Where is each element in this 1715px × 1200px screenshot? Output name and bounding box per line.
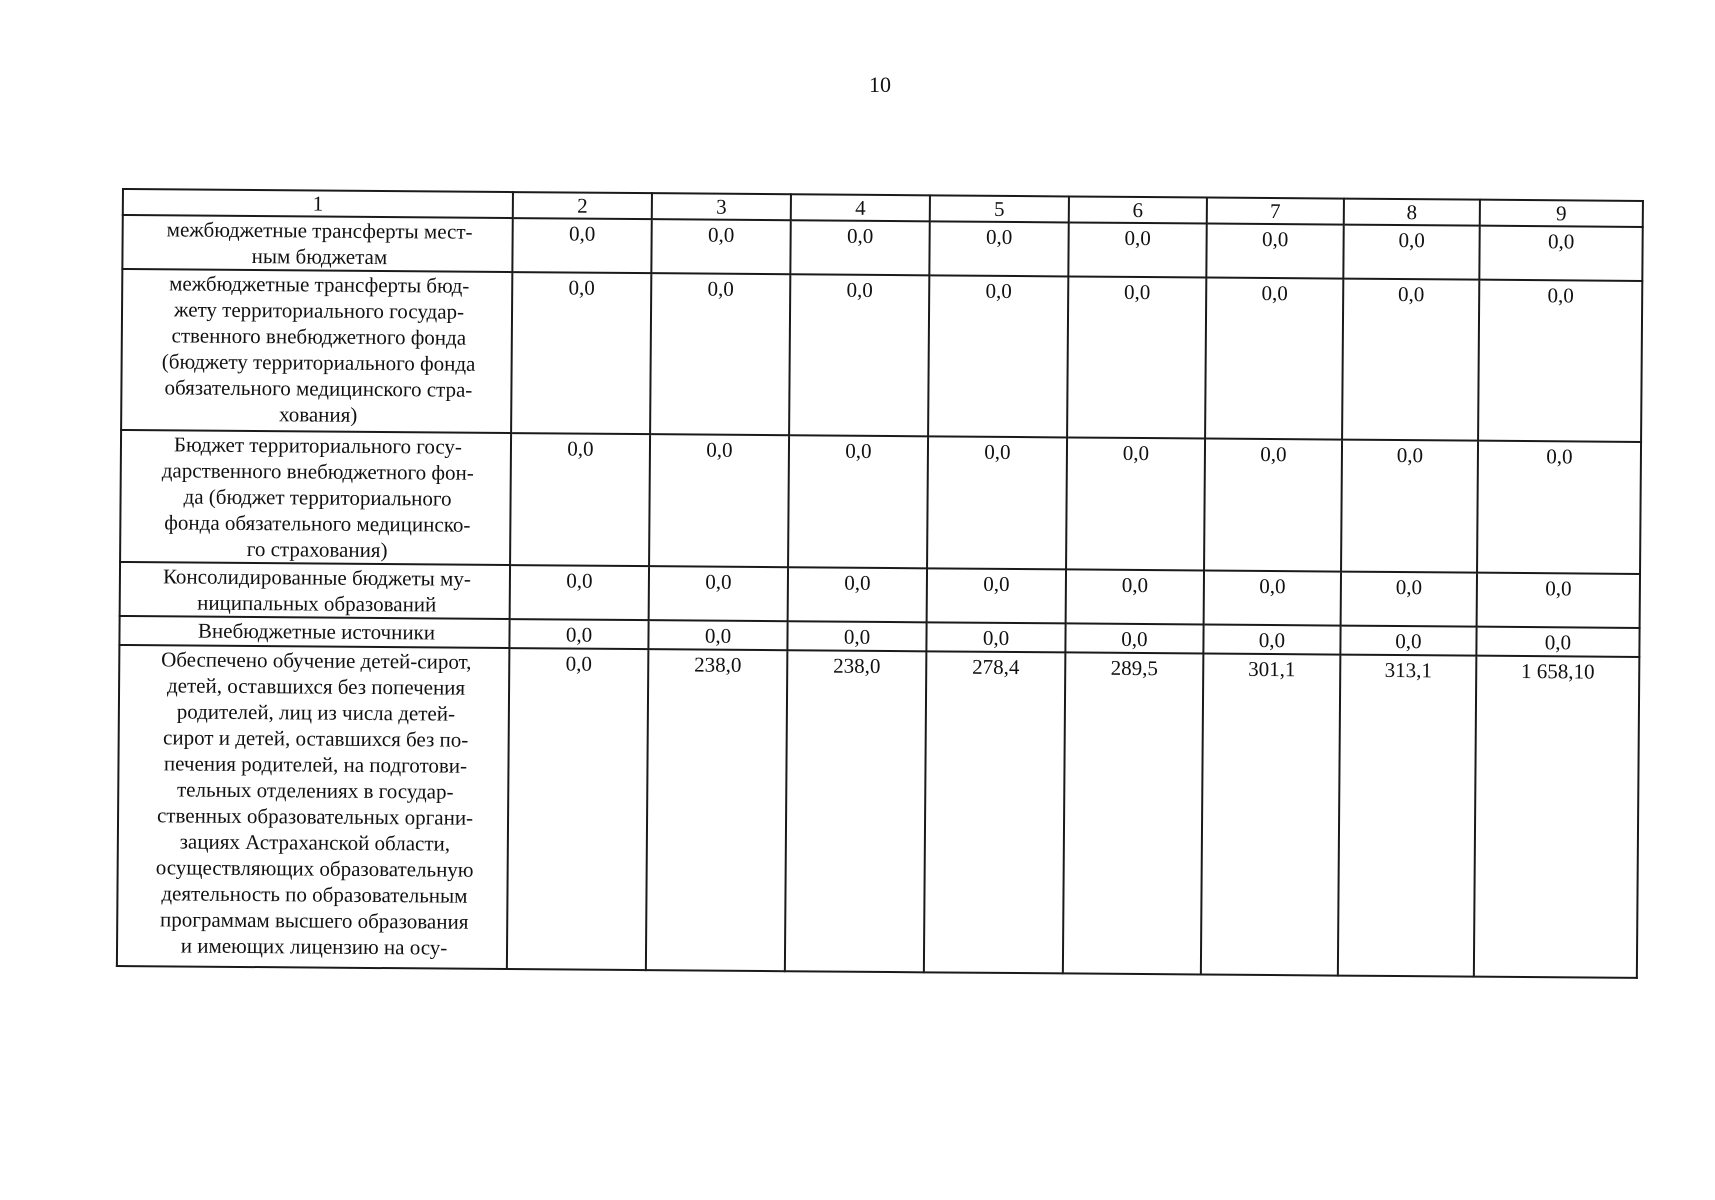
row-label: Внебюджетные источники [119,616,509,648]
value-cell: 0,0 [926,622,1065,652]
value-cell: 278,4 [924,651,1066,973]
column-number: 6 [1069,196,1207,223]
value-cell: 313,1 [1338,655,1477,977]
value-cell: 0,0 [510,433,650,566]
column-number: 8 [1344,199,1480,226]
value-cell: 0,0 [1340,626,1476,656]
value-cell: 0,0 [650,273,790,435]
value-cell: 0,0 [1206,224,1343,279]
value-cell: 301,1 [1201,654,1341,976]
value-cell: 0,0 [507,648,649,970]
value-cell: 0,0 [789,274,929,436]
value-cell: 0,0 [787,621,926,651]
value-cell: 0,0 [1479,226,1642,281]
value-cell: 0,0 [1476,627,1639,657]
value-cell: 0,0 [929,221,1068,276]
value-cell: 0,0 [648,620,787,650]
budget-table [116,188,1644,979]
row-label: межбюджетные трансферты мест- ным бюджетам [122,215,512,272]
column-number: 4 [791,194,930,221]
value-cell: 0,0 [1068,222,1206,277]
table-row [120,430,1641,574]
column-number: 5 [930,195,1069,222]
value-cell: 0,0 [649,566,788,621]
value-cell: 0,0 [1065,623,1203,653]
value-cell: 0,0 [1066,569,1204,624]
value-cell: 0,0 [1343,225,1479,280]
value-cell: 0,0 [649,434,789,567]
value-cell: 0,0 [927,568,1066,623]
value-cell: 238,0 [785,650,927,972]
column-number: 7 [1207,198,1344,225]
budget-table-sheet [116,188,1642,979]
value-cell: 0,0 [790,220,929,275]
column-number: 9 [1480,200,1643,227]
table-row [117,645,1639,978]
value-cell: 0,0 [1477,573,1640,628]
value-cell: 0,0 [510,565,649,620]
column-number: 3 [652,193,791,220]
row-label: Обеспечено обучение детей-сирот, детей, оставшихся без попечения родителей, лиц из числа детей- сирот и детей, оставшихся без по- печения родителей, на подготови- тельных отделениях в государ- ственных образовательных органи- зациях Астраханской области, осуществляющих образовательную деятельность по образовательным программам высшего образования и имеющих лицензию на осу- [117,645,510,969]
row-label: межбюджетные трансферты бюд- жету территориального государ- ственного внебюджетного фонда (бюджету территориального фонда обязательного медицинского стра- хования) [121,269,512,433]
value-cell: 1 658,10 [1474,656,1640,978]
column-number: 2 [513,192,652,219]
page-number: 10 [869,72,891,97]
value-cell: 0,0 [1342,279,1479,441]
row-label: Бюджет территориального госу- дарственного внебюджетного фон- да (бюджет территориального фонда обязательного медицинско- го страхования) [120,430,511,565]
value-cell: 0,0 [927,436,1067,569]
value-cell: 289,5 [1063,652,1204,974]
value-cell: 0,0 [1205,278,1343,440]
value-cell: 0,0 [1066,437,1205,570]
value-cell: 0,0 [1477,441,1641,574]
value-cell: 0,0 [1204,439,1342,572]
value-cell: 0,0 [1478,280,1642,442]
row-label: Консолидированные бюджеты му- ниципальных образований [120,562,510,619]
value-cell: 0,0 [1203,625,1340,655]
table-row [121,269,1642,442]
value-cell: 0,0 [511,272,651,434]
value-cell: 0,0 [788,567,927,622]
value-cell: 0,0 [509,619,648,649]
value-cell: 0,0 [1341,572,1477,627]
value-cell: 238,0 [646,649,788,971]
column-number: 1 [123,189,513,218]
value-cell: 0,0 [512,218,651,273]
value-cell: 0,0 [788,435,928,568]
value-cell: 0,0 [928,275,1068,437]
value-cell: 0,0 [651,219,790,274]
value-cell: 0,0 [1204,571,1341,626]
value-cell: 0,0 [1341,440,1478,573]
value-cell: 0,0 [1067,276,1206,438]
